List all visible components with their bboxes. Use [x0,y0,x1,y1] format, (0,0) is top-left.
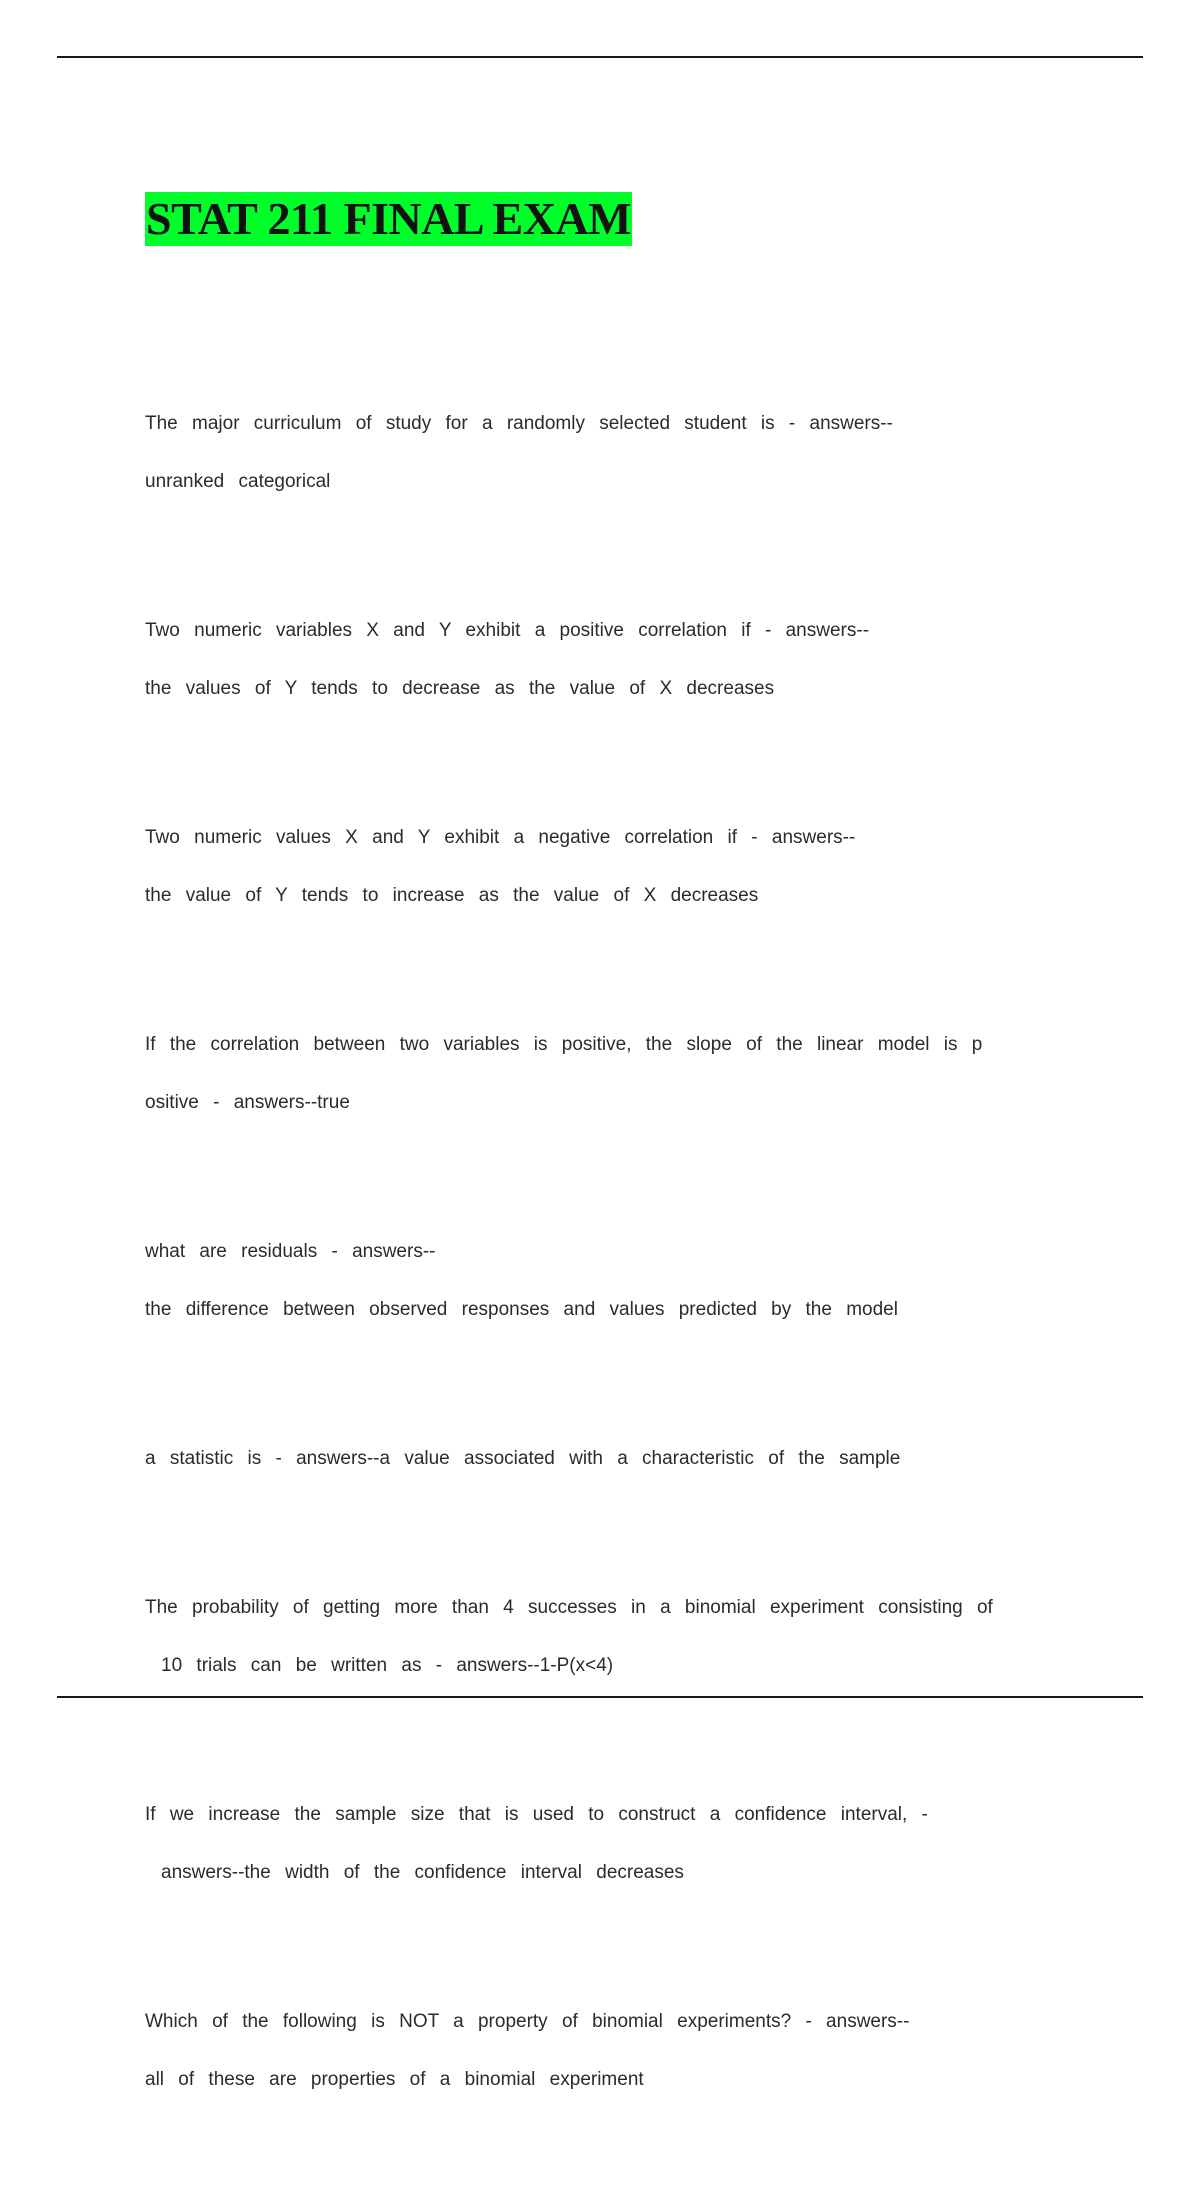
qa-question: Which of the following is NOT a property of binomial experiments? - answers-- [145,2011,910,2032]
qa-question: If we increase the sample size that is used to construct a confidence interval, - [145,1804,928,1825]
qa-answer: all of these are properties of a binomial experiment [145,2069,644,2090]
qa-answer: the difference between observed responses and values predicted by the model [145,1299,898,1320]
qa-list [145,380,1085,2185]
title-block [145,192,632,246]
qa-question: a statistic is - answers--a value associated with a characteristic of the sample [145,1448,901,1469]
qa-item [145,1564,1085,1709]
qa-question: Two numeric variables X and Y exhibit a positive correlation if - answers-- [145,620,870,641]
qa-item [145,1208,1085,1353]
qa-question: what are residuals - answers-- [145,1241,436,1262]
qa-item [145,1978,1085,2123]
qa-question: The major curriculum of study for a randomly selected student is - answers-- [145,413,893,434]
page-title: STAT 211 FINAL EXAM [146,193,632,244]
qa-item [145,1415,1085,1502]
qa-answer: ositive - answers--true [145,1092,350,1113]
qa-item [145,380,1085,525]
qa-item [145,1001,1085,1146]
qa-answer: the value of Y tends to increase as the value of X decreases [145,885,759,906]
qa-item [145,587,1085,732]
qa-item [145,1771,1085,1916]
qa-answer: the values of Y tends to decrease as the value of X decreases [145,678,775,699]
qa-answer: answers--the width of the confidence interval decreases [161,1862,684,1883]
qa-question: Two numeric values X and Y exhibit a negative correlation if - answers-- [145,827,856,848]
qa-question: If the correlation between two variables is positive, the slope of the linear model is p [145,1034,983,1055]
qa-question: The probability of getting more than 4 successes in a binomial experiment consisting of [145,1597,993,1618]
qa-answer: 10 trials can be written as - answers--1-P(x<4) [161,1655,614,1676]
footer-rule [57,1696,1143,1698]
qa-item [145,794,1085,939]
header-rule [57,56,1143,58]
qa-answer: unranked categorical [145,471,331,492]
